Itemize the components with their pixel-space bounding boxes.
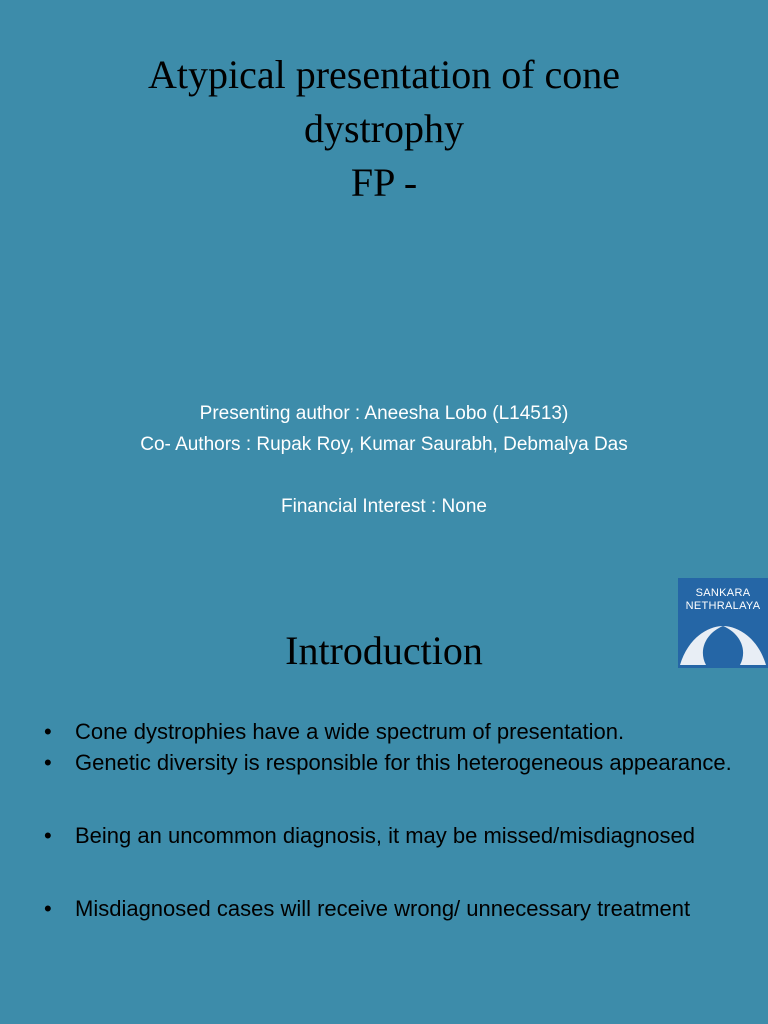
slide-title-line: Atypical presentation of cone	[147, 52, 621, 97]
bullet-icon: •	[44, 750, 52, 775]
presenting-author: Presenting author : Aneesha Lobo (L14513)	[199, 403, 569, 424]
bullet-text: Cone dystrophies have a wide spectrum of presentation.	[75, 719, 625, 744]
logo-text-line: NETHRALAYA	[685, 600, 761, 612]
bullet-icon: •	[44, 823, 52, 848]
bullet-text: Genetic diversity is responsible for this heterogeneous appearance.	[75, 750, 732, 775]
slide-title-line: dystrophy	[304, 106, 464, 151]
logo-text-line: SANKARA	[695, 587, 751, 599]
bullet-icon: •	[44, 719, 52, 744]
list-item	[0, 747, 768, 778]
introduction-slide	[0, 576, 768, 1024]
co-authors: Co- Authors : Rupak Roy, Kumar Saurabh, Debmalya Das	[140, 434, 628, 455]
list-item	[0, 820, 768, 851]
author-info	[0, 398, 768, 522]
slide-title: Introduction	[285, 628, 483, 673]
bullet-list	[0, 716, 768, 924]
list-item	[0, 716, 768, 747]
bullet-text: Being an uncommon diagnosis, it may be missed/misdiagnosed	[75, 823, 695, 848]
financial-interest: Financial Interest : None	[281, 496, 487, 517]
bullet-text: Misdiagnosed cases will receive wrong/ unnecessary treatment	[75, 896, 691, 921]
slide-title	[0, 48, 768, 210]
bullet-icon: •	[44, 896, 52, 921]
list-item	[0, 893, 768, 924]
slide-title-line: FP -	[350, 160, 418, 205]
